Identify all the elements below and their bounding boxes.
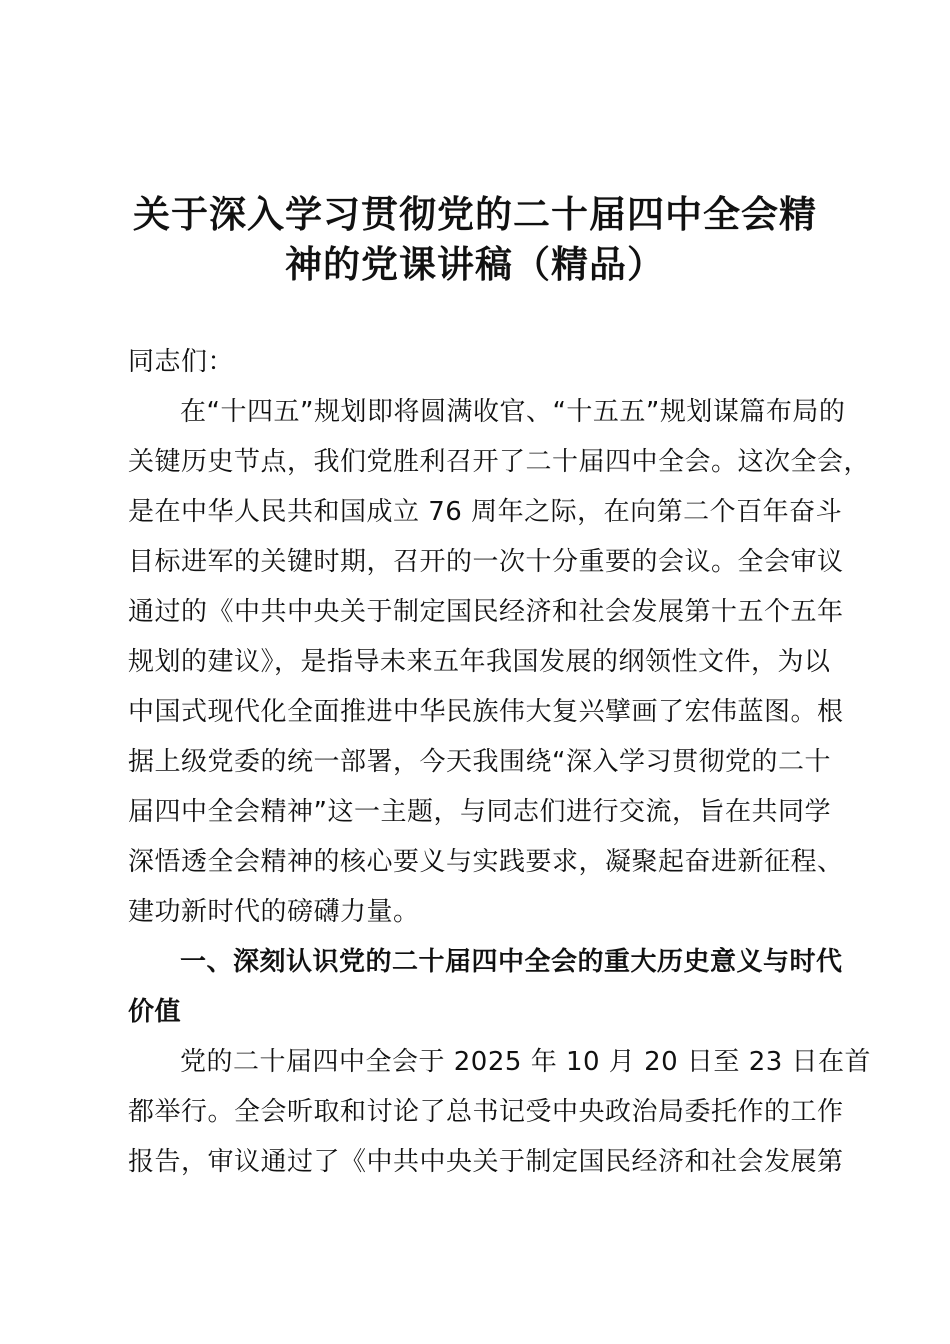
intro-line: 中国式现代化全面推进中华民族伟大复兴擘画了宏伟蓝图。根 <box>128 697 844 727</box>
intro-line: 通过的《中共中央关于制定国民经济和社会发展第十五个五年 <box>128 597 844 627</box>
intro-line: 目标进军的关键时期，召开的一次十分重要的会议。全会审议 <box>128 547 844 577</box>
intro-line: 在“十四五”规划即将圆满收官、“十五五”规划谋篇布局的 <box>180 397 846 427</box>
intro-line: 届四中全会精神”这一主题，与同志们进行交流，旨在共同学 <box>128 797 831 827</box>
document-title-line-2: 神的党课讲稿（精品） <box>285 243 665 286</box>
section-heading-line-1: 一、深刻认识党的二十届四中全会的重大历史意义与时代 <box>180 947 843 977</box>
document-title-line-1: 关于深入学习贯彻党的二十届四中全会精 <box>133 193 817 236</box>
intro-line: 关键历史节点，我们党胜利召开了二十届四中全会。这次全会， <box>128 447 871 477</box>
section-heading-line-2: 价值 <box>128 997 182 1027</box>
intro-line: 是在中华人民共和国成立 76 周年之际，在向第二个百年奋斗 <box>128 497 843 527</box>
intro-line: 规划的建议》，是指导未来五年我国发展的纲领性文件，为以 <box>128 647 831 677</box>
intro-line: 建功新时代的磅礴力量。 <box>128 897 420 927</box>
section-body-line: 报告，审议通过了《中共中央关于制定国民经济和社会发展第 <box>128 1147 844 1177</box>
salutation: 同志们： <box>128 347 235 377</box>
section-body-line: 党的二十届四中全会于 2025 年 10 月 20 日至 23 日在首 <box>180 1047 872 1077</box>
intro-line: 据上级党委的统一部署，今天我围绕“深入学习贯彻党的二十 <box>128 747 831 777</box>
section-body-line: 都举行。全会听取和讨论了总书记受中央政治局委托作的工作 <box>128 1097 844 1127</box>
intro-line: 深悟透全会精神的核心要义与实践要求，凝聚起奋进新征程、 <box>128 847 844 877</box>
